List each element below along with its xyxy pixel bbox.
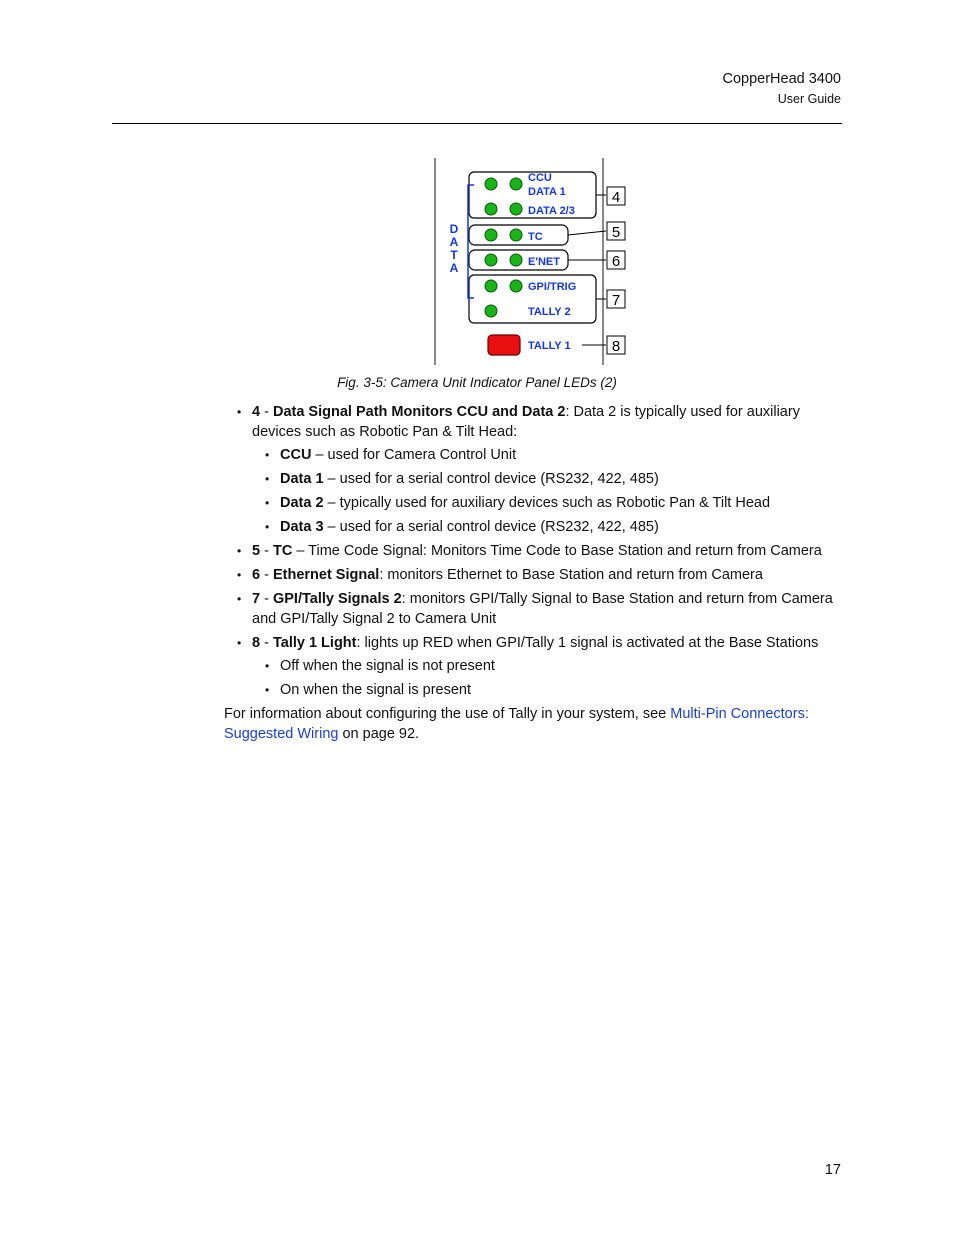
item-term: Data Signal Path Monitors CCU and Data 2: [272, 404, 566, 420]
led-label-tally2: TALLY 2: [528, 306, 571, 318]
tally-info-paragraph: [224, 704, 844, 744]
document-subtitle: User Guide: [777, 92, 841, 106]
item-separator: -: [260, 404, 273, 420]
led-green-icon: [485, 254, 497, 266]
list-item: [252, 445, 844, 465]
list-item: [224, 402, 844, 537]
led-green-icon: [510, 229, 522, 241]
page-number: 17: [824, 1162, 841, 1178]
item-term: Tally 1 Light: [272, 635, 357, 651]
callout-5: 5: [611, 224, 621, 241]
data-side-letter: A: [449, 235, 459, 249]
led-green-icon: [485, 305, 497, 317]
data-side-letter: T: [450, 248, 458, 262]
item-text: On when the signal is present: [280, 682, 472, 698]
sub-list: [252, 445, 844, 537]
data-side-letter: A: [449, 261, 459, 275]
item-separator: -: [260, 567, 273, 583]
paragraph-text: For information about configuring the use of Tally in your system, see: [224, 706, 671, 722]
led-description-list: [224, 402, 844, 700]
list-item: [224, 633, 844, 700]
item-text: – Time Code Signal: Monitors Time Code to Base Station and return from Camera: [292, 543, 822, 559]
led-green-icon: [485, 280, 497, 292]
item-number: 6: [252, 567, 261, 583]
document-title: CopperHead 3400: [722, 71, 841, 87]
item-term: Ethernet Signal: [272, 567, 380, 583]
item-text: : monitors Ethernet to Base Station and return from Camera: [379, 567, 763, 583]
led-label-enet: E'NET: [528, 256, 560, 268]
item-text: : lights up RED when GPI/Tally 1 signal is activated at the Base Stations: [356, 635, 819, 651]
item-separator: -: [260, 591, 273, 607]
callout-7: 7: [611, 292, 621, 309]
callout-8: 8: [611, 338, 621, 355]
list-item: [224, 541, 844, 561]
item-term: Data 1: [280, 471, 324, 487]
item-text: : monitors GPI/Tally Signal to Base Station and return from Camera and GPI/Tally Signal 2 to Camera Unit: [252, 591, 833, 627]
item-number: 4: [252, 404, 261, 420]
data-side-letter: D: [449, 222, 459, 236]
item-text: – used for a serial control device (RS232, 422, 485): [323, 519, 659, 535]
indicator-panel-diagram: [430, 155, 635, 370]
led-red-tally-icon: [488, 335, 520, 355]
led-green-icon: [510, 203, 522, 215]
item-separator: -: [260, 635, 273, 651]
list-item: [252, 680, 844, 700]
item-text: – used for Camera Control Unit: [311, 447, 517, 463]
list-item: [224, 565, 844, 585]
led-label-data1: DATA 1: [528, 186, 566, 198]
list-item: [252, 517, 844, 537]
indicator-panel-figure: [430, 155, 635, 370]
item-number: 5: [252, 543, 261, 559]
led-green-icon: [510, 254, 522, 266]
callout-6: 6: [611, 253, 621, 270]
list-item: [252, 469, 844, 489]
led-green-icon: [510, 280, 522, 292]
item-term: Data 3: [280, 519, 324, 535]
item-text: – typically used for auxiliary devices such as Robotic Pan & Tilt Head: [323, 495, 771, 511]
callout-4: 4: [611, 189, 621, 206]
sub-list: [252, 656, 844, 700]
item-term: CCU: [280, 447, 312, 463]
item-term: TC: [272, 543, 293, 559]
list-item: [252, 656, 844, 676]
led-green-icon: [485, 203, 497, 215]
figure-caption: Fig. 3-5: Camera Unit Indicator Panel LEDs (2): [337, 375, 617, 390]
led-label-tc: TC: [528, 231, 543, 243]
item-separator: -: [260, 543, 273, 559]
body-content: [224, 402, 844, 744]
multi-pin-connectors-link[interactable]: Multi-Pin Connectors: Suggested Wiring: [224, 706, 809, 742]
paragraph-text: on page 92.: [338, 726, 420, 742]
led-green-icon: [485, 178, 497, 190]
led-label-gpi: GPI/TRIG: [528, 281, 577, 293]
item-number: 7: [252, 591, 261, 607]
item-number: 8: [252, 635, 261, 651]
header-rule: [112, 123, 842, 124]
led-label-ccu: CCU: [528, 172, 552, 184]
led-label-tally1: TALLY 1: [528, 340, 571, 352]
item-text: : Data 2 is typically used for auxiliary devices such as Robotic Pan & Tilt Head:: [252, 404, 800, 440]
led-green-icon: [485, 229, 497, 241]
item-text: Off when the signal is not present: [280, 658, 495, 674]
item-text: – used for a serial control device (RS232, 422, 485): [323, 471, 659, 487]
item-term: Data 2: [280, 495, 324, 511]
item-term: GPI/Tally Signals 2: [272, 591, 402, 607]
led-green-icon: [510, 178, 522, 190]
list-item: [224, 589, 844, 629]
list-item: [252, 493, 844, 513]
led-label-data23: DATA 2/3: [528, 205, 575, 217]
